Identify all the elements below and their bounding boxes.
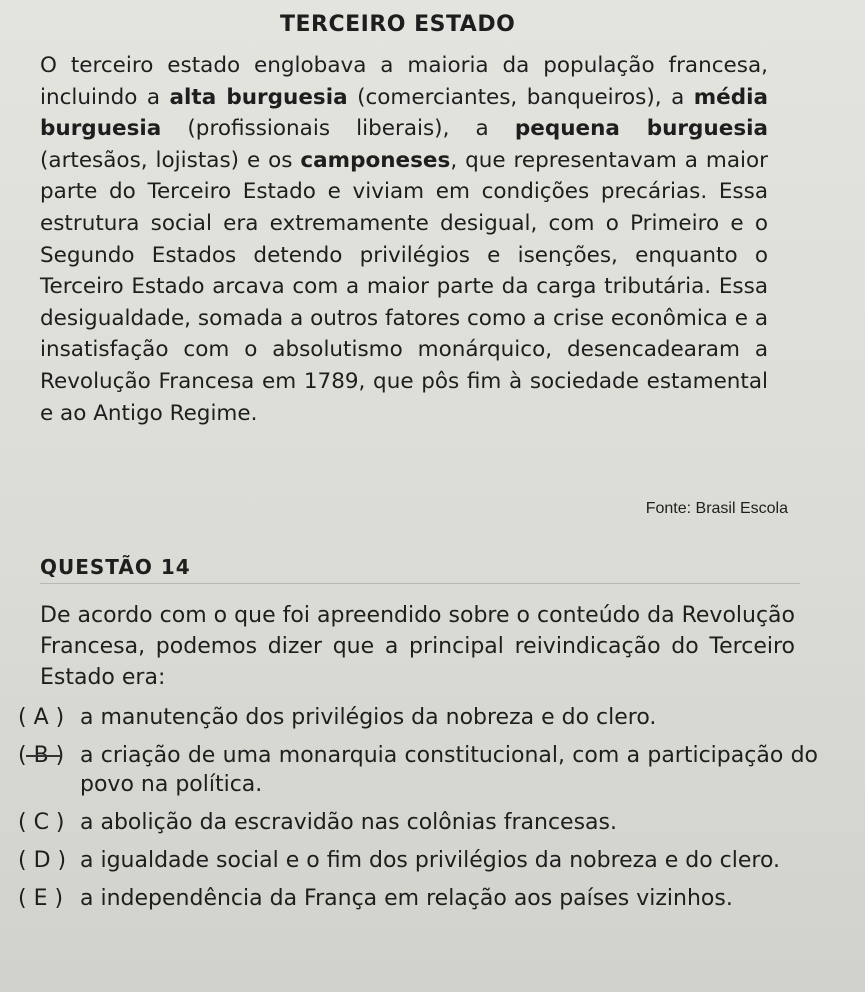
option-letter: ( B )	[18, 743, 65, 768]
option-letter: ( D )	[18, 848, 67, 873]
option-letter: ( C )	[18, 810, 65, 835]
passage-text: (comerciantes, banqueiros), a	[347, 84, 694, 110]
option-text: a criação de uma monarquia constitucional, com a participação do povo na política.	[80, 743, 818, 797]
option-letter: ( A )	[18, 705, 65, 730]
option-a[interactable]	[18, 703, 818, 732]
passage-bold-term: média burguesia	[40, 84, 768, 142]
heading-divider	[40, 583, 800, 584]
option-text: a igualdade social e o fim dos privilégios da nobreza e do clero.	[80, 848, 781, 873]
option-letter-marked	[18, 741, 80, 770]
passage-bold-term: pequena burguesia	[514, 116, 768, 142]
option-text: a abolição da escravidão nas colônias francesas.	[80, 810, 617, 835]
question-prompt: De acordo com o que foi apreendido sobre o conteúdo da Revolução Francesa, podemos dizer que a principal reivindicação do Terceiro Estado era:	[40, 603, 795, 690]
option-b[interactable]	[18, 741, 818, 799]
option-c[interactable]	[18, 808, 818, 837]
passage-text: , que representavam a maior parte do Terceiro Estado e viviam em condições precárias. Essa estrutura social era extremamente desigual, com o Primeiro e o Segundo Estados detendo privilégios e isenções, enquanto o Terceiro Estado arcava com a maior parte da carga tributária. Essa desigualdade, somada a outros fatores como a crise econômica e a insatisfação com o absolutismo monárquico, desencadearam a Revolução Francesa em 1789, que pôs fim à sociedade estamental e ao Antigo Regime.	[40, 147, 768, 426]
option-letter: ( E )	[18, 886, 64, 911]
passage-bold-term: alta burguesia	[169, 84, 348, 110]
source-citation: Fonte: Brasil Escola	[645, 500, 788, 517]
answer-options	[18, 703, 818, 922]
option-e[interactable]	[18, 884, 818, 913]
question-heading: QUESTÃO 14	[40, 555, 191, 579]
passage-text: O terceiro estado englobava a maioria da população francesa, incluindo a	[40, 53, 768, 110]
option-d[interactable]	[18, 846, 818, 875]
passage-text: (profissionais liberais), a	[161, 116, 515, 142]
text-passage	[40, 50, 768, 429]
option-text: a manutenção dos privilégios da nobreza e do clero.	[80, 705, 657, 730]
passage-text: (artesãos, lojistas) e os	[40, 147, 301, 173]
passage-bold-term: camponeses	[300, 147, 451, 173]
section-title: TERCEIRO ESTADO	[280, 12, 516, 37]
pen-mark	[26, 755, 60, 757]
option-text: a independência da França em relação aos países vizinhos.	[80, 886, 733, 911]
